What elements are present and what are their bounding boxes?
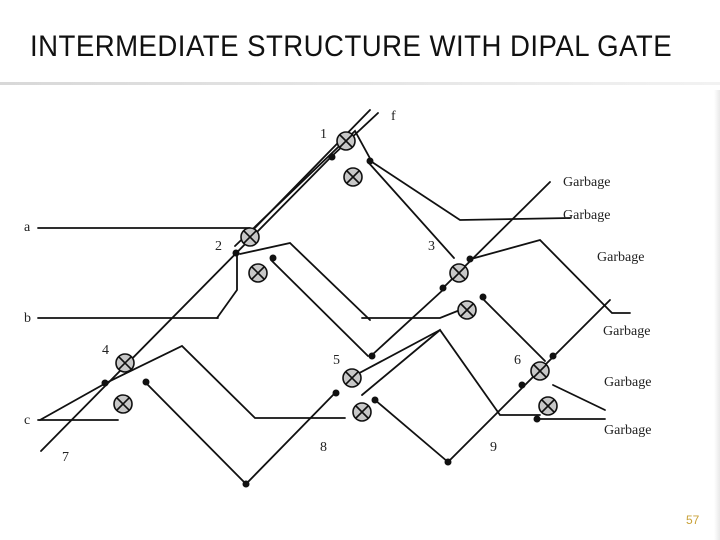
garbage-label-2: Garbage [563,208,611,223]
gate-3-top-symbol [450,264,468,282]
junction-dot [519,382,526,389]
wire-gate3-to-gate5 [372,289,444,355]
wire-gate3-lower [362,306,470,318]
gate-5-top-symbol [343,369,361,387]
node-label-7: 7 [62,450,69,465]
page-number: 57 [686,513,700,527]
wire-gate1-out-right [368,162,454,258]
gate-6-top-symbol [531,362,549,380]
wire-gate6-right [553,385,605,410]
gate-label-5: 5 [333,353,340,368]
input-label-c: c [24,413,31,428]
junction-dot [372,397,379,404]
wire-gate2-right [271,260,368,356]
gate-symbols [114,132,557,421]
garbage-label-4: Garbage [603,324,651,339]
junction-dot [143,379,150,386]
wire-gate6-up [540,300,610,370]
junction-dot [333,390,340,397]
wire-gate4-left [40,383,106,420]
gate-label-2: 2 [215,239,222,254]
gate-label-3: 3 [428,239,435,254]
wire-gate5-right [362,330,540,415]
wire-gate5-down [375,400,448,462]
junction-dot [480,294,487,301]
junction-dot [233,250,240,257]
garbage-label-1: Garbage [563,175,611,190]
gate-3-bottom-symbol [458,301,476,319]
wire-gate1-out-f [331,113,378,157]
input-label-a: a [24,220,31,235]
wire-gate4-right [146,383,246,484]
wire-gate1-in-left [41,157,331,451]
gate-1-top-symbol [337,132,355,150]
junction-dot [534,416,541,423]
wire-gate5-up [350,330,440,378]
gate-6-bottom-symbol [539,397,557,415]
gate-label-6: 6 [514,353,521,368]
gate-2-top-symbol [241,228,259,246]
slide-title: INTERMEDIATE STRUCTURE WITH DIPAL GATE [30,30,673,63]
junction-dot [369,353,376,360]
junction-dot [440,285,447,292]
junction-dot [102,380,109,387]
junction-dot [270,255,277,262]
gate-1-bottom-symbol [344,168,362,186]
junction-dot [243,481,250,488]
junction-dot [329,154,336,161]
gate-5-bottom-symbol [353,403,371,421]
node-label-8: 8 [320,440,327,455]
gate-label-1: 1 [320,127,327,142]
garbage-label-3: Garbage [597,250,645,265]
junction-dot [445,459,452,466]
wire-gate4-upper [106,346,345,418]
gate-4-bottom-symbol [114,395,132,413]
junction-dot [367,158,374,165]
gate-label-4: 4 [102,343,109,358]
input-label-b: b [24,311,31,326]
junction-dot [467,256,474,263]
output-label-f: f [391,109,396,124]
garbage-label-6: Garbage [604,423,652,438]
junction-dot [550,353,557,360]
wire-gate5-in [246,393,335,484]
wire-gate3-down [481,297,545,361]
gate-4-top-symbol [116,354,134,372]
wire-gate1-in-right [235,131,570,246]
gate-2-bottom-symbol [249,264,267,282]
garbage-label-5: Garbage [604,375,652,390]
node-label-9: 9 [490,440,497,455]
